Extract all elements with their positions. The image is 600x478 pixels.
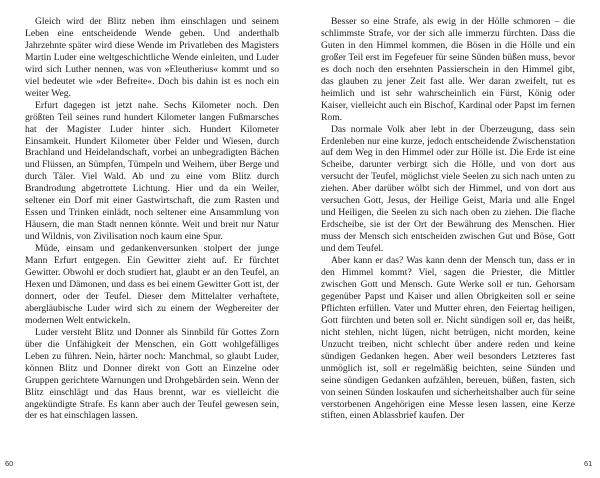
right-page (321, 16, 575, 422)
paragraph: Gleich wird der Blitz neben ihm einschlagen und seinem Leben eine entscheidende Wende geben. Und anderthalb Jahrzehnte später wird diese Wende im Privatleben des Magisters Martin Luder eine weltgeschichtliche Wende einleiten, und Luder wird sich Luther nennen, was von »Eleutherius« kommt und so viel bedeutet wie »der Befreite«. Doch bis dahin ist es noch ein weiter Weg. (25, 16, 279, 99)
paragraph: Das normale Volk aber lebt in der Überzeugung, dass sein Erdenleben nur eine kurze, jedoch entscheidende Zwischenstation auf dem Weg in den Himmel oder zur Hölle ist. Die Erde ist eine Scheibe, darunter verbirgt sich die Hölle, und von dort aus versucht der Teufel, möglichst viele Seelen zu sich nach unten zu ziehen. Aber darüber wölbt sich der Himmel, und von dort aus versuchen Gott, Jesus, der Heilige Geist, Maria und alle Engel und Heiligen, die Seelen zu sich nach oben zu ziehen. Die flache Erdscheibe, sie ist der Ort der Bewährung des Menschen. Hier muss der Mensch sich entscheiden zwischen Gut und Böse, Gott und dem Teufel. (321, 123, 575, 255)
paragraph: Besser so eine Strafe, als ewig in der Hölle schmoren – die schlimmste Strafe, vor der sich alle immerzu fürchten. Dass die Guten in den Himmel kommen, die Bösen in die Hölle und ein großer Teil erst im Fegefeuer für seine Sünden büßen muss, bevor es doch noch den ersehnten Passierschein in den Himmel gibt, das glauben zu jener Zeit fast alle. Wer daran zweifelt, tut es heimlich und ist sehr wahrscheinlich ein Fürst, König oder Kaiser, vielleicht auch ein Bischof, Kardinal oder Papst im fernen Rom. (321, 16, 575, 123)
paragraph: Erfurt dagegen ist jetzt nahe. Sechs Kilometer noch. Den größten Teil seines rund hundert Kilometer langen Fußmarsches hat der Magister Luder hinter sich. Hundert Kilometer Einsamkeit. Hundert Kilometer über Felder und Wiesen, durch Brachland und Heidelandschaft, vorbei an unbegradigten Bächen und Flüssen, an Sümpfen, Tümpeln und Weihern, über Berge und durch Täler. Viel Wald. Ab und zu eine vom Blitz durch Brandrodung abgetrottete Lichtung. Hier und da ein Weiler, seltener ein Dorf mit einer Gastwirtschaft, die zum Rasten und Essen und Trinken einlädt, noch seltener eine Ansammlung von Häusern, die man Stadt nennen könnte. Weit und breit nur Natur und Wildnis, von Zivilisation noch kaum eine Spur. (25, 99, 279, 243)
paragraph: Müde, einsam und gedankenversunken stolpert der junge Mann Erfurt entgegen. Ein Gewitter zieht auf. Er fürchtet Gewitter. Obwohl er doch studiert hat, glaubt er an den Teufel, an Hexen und Dämonen, und dass es bei einem Gewitter Gott ist, der donnert, oder der Teufel. Dieser dem Mittelalter verhaftete, abergläubische Luder wird sich zu einem der Wegbereiter der modernen Welt entwickeln. (25, 243, 279, 326)
page-number-left: 60 (5, 459, 14, 468)
paragraph: Luder versteht Blitz und Donner als Sinnbild für Gottes Zorn über die Unfähigkeit der Menschen, ein Gott wohlgefälliges Leben zu führen. Nein, härter noch: Manchmal, so glaubt Luder, können Blitz und Donner direkt von Gott an Einzelne oder Gruppen gerichtete Warnungen und Drohgebärden sein. Wenn der Blitz einschlägt und das Haus brennt, war es vielleicht die angekündigte Strafe. Es kann aber auch der Teufel gewesen sein, der es hat einschlagen lassen. (25, 326, 279, 422)
paragraph: Aber kann er das? Was kann denn der Mensch tun, dass er in den Himmel kommt? Viel, sagen die Priester, die Mittler zwischen Gott und Mensch. Gute Werke soll er tun. Gehorsam gegenüber Papst und Kaiser und allen Obrigkeiten soll er seine Pflichten erfüllen. Vater und Mutter ehren, den Feiertag heiligen, Gott fürchten und beten soll er. Nicht sündigen soll er, das heißt, nicht stehlen, nicht lügen, nicht betrügen, nicht morden, keine Unzucht treiben, nicht schlecht über andere reden und keine sündigen Gedanken hegen. Aber weil besonders Letzteres fast unmöglich ist, soll er regelmäßig beichten, seine Sünden und seine sündigen Gedanken aufzählen, bereuen, büßen, fasten, sich von seinen Sünden loskaufen und sicherheitshalber auch für seine verstorbenen Angehörigen eine Messe lesen lassen, eine Kerze stiften, einen Ablassbrief kaufen. Der (321, 255, 575, 422)
page-number-right: 61 (584, 459, 593, 468)
left-page (25, 16, 279, 422)
